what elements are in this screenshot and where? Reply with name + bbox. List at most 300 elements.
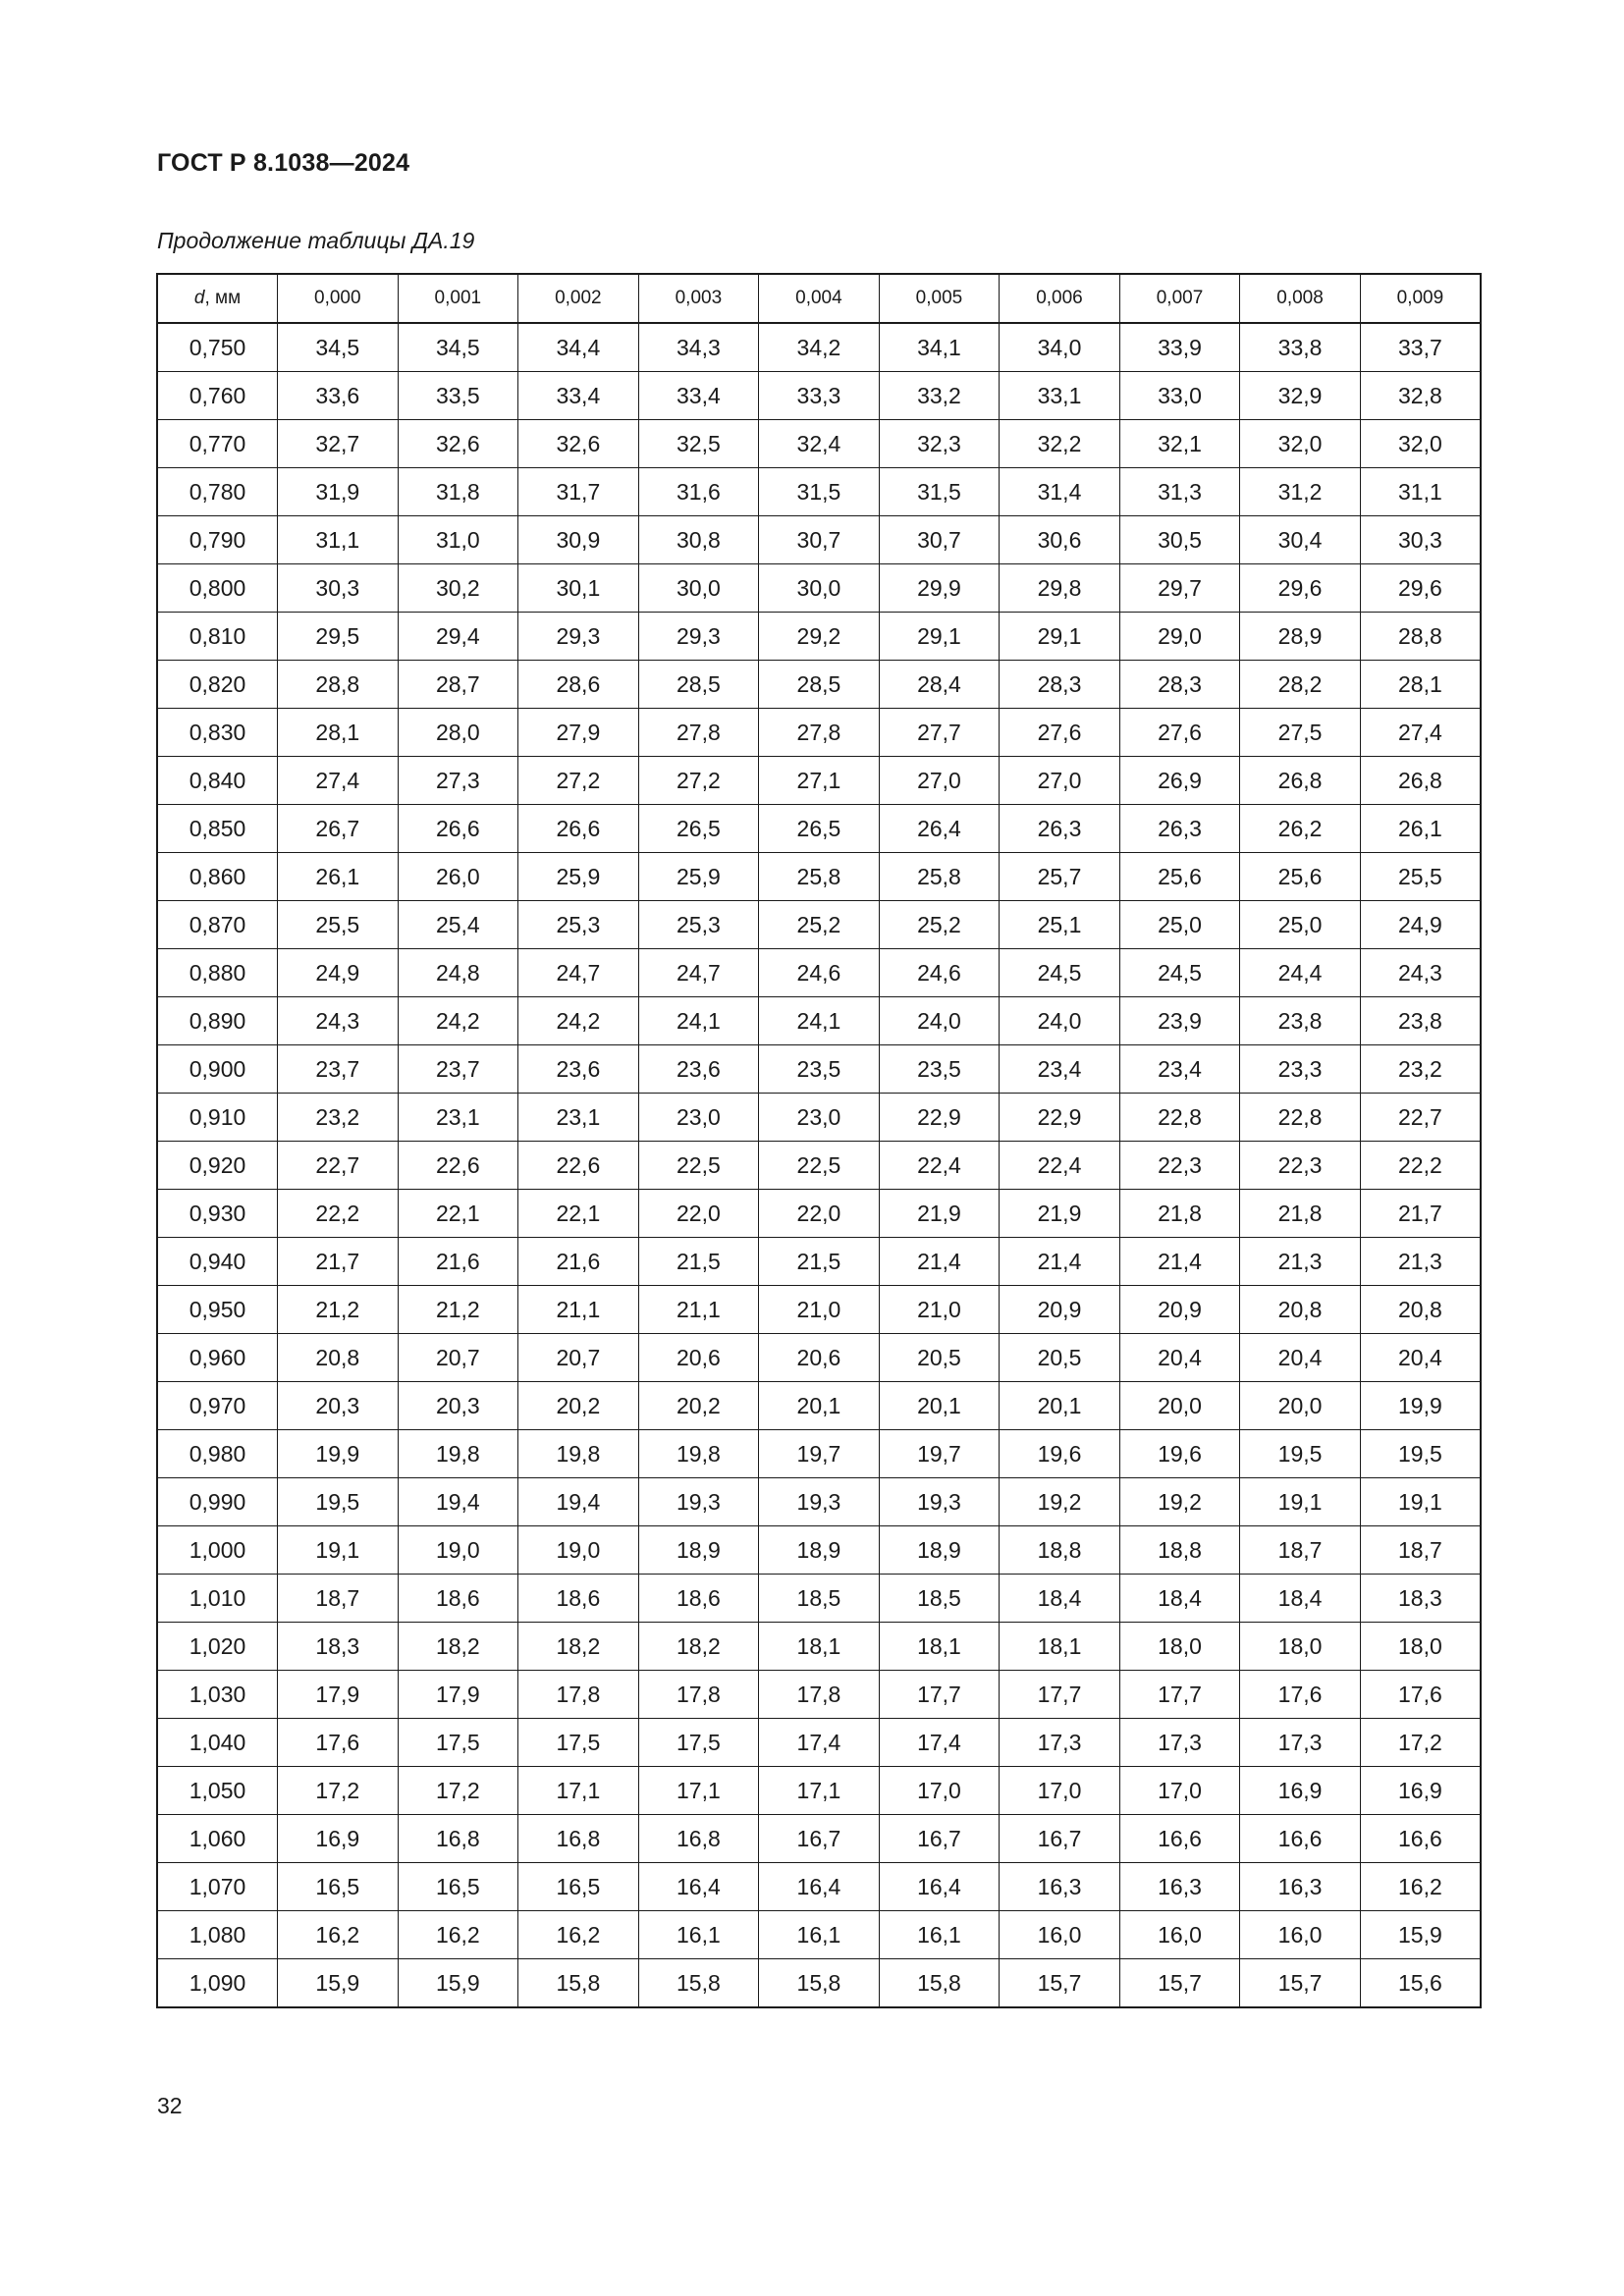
column-header: 0,002	[518, 274, 639, 323]
table-cell: 32,2	[1000, 420, 1120, 468]
table-cell: 32,8	[1360, 372, 1481, 420]
table-cell: 19,4	[518, 1478, 639, 1526]
table-cell: 21,7	[278, 1238, 399, 1286]
table-cell: 18,3	[1360, 1575, 1481, 1623]
table-cell: 19,8	[398, 1430, 518, 1478]
table-cell: 21,3	[1240, 1238, 1361, 1286]
table-cell: 25,4	[398, 901, 518, 949]
table-cell: 16,6	[1360, 1815, 1481, 1863]
table-cell: 22,7	[1360, 1094, 1481, 1142]
table-cell: 22,2	[1360, 1142, 1481, 1190]
table-cell: 26,4	[879, 805, 1000, 853]
table-cell: 16,5	[398, 1863, 518, 1911]
table-cell: 15,9	[398, 1959, 518, 2008]
column-header: 0,000	[278, 274, 399, 323]
table-cell: 24,1	[759, 997, 880, 1045]
table-cell: 24,1	[638, 997, 759, 1045]
table-cell: 31,3	[1119, 468, 1240, 516]
table-row	[157, 1478, 1481, 1526]
table-cell: 23,4	[1119, 1045, 1240, 1094]
table-cell: 27,6	[1119, 709, 1240, 757]
table-cell: 34,1	[879, 323, 1000, 372]
table-cell: 33,8	[1240, 323, 1361, 372]
row-d-value: 0,870	[157, 901, 278, 949]
table-cell: 30,4	[1240, 516, 1361, 564]
row-d-value: 0,990	[157, 1478, 278, 1526]
table-cell: 21,7	[1360, 1190, 1481, 1238]
table-cell: 27,1	[759, 757, 880, 805]
table-cell: 25,2	[759, 901, 880, 949]
table-row	[157, 1190, 1481, 1238]
table-cell: 16,8	[638, 1815, 759, 1863]
table-cell: 16,1	[759, 1911, 880, 1959]
table-row	[157, 1238, 1481, 1286]
table-cell: 29,0	[1119, 613, 1240, 661]
column-header: 0,004	[759, 274, 880, 323]
row-d-value: 1,030	[157, 1671, 278, 1719]
table-cell: 20,3	[278, 1382, 399, 1430]
table-cell: 18,1	[879, 1623, 1000, 1671]
table-cell: 16,0	[1000, 1911, 1120, 1959]
table-cell: 16,5	[518, 1863, 639, 1911]
table-cell: 30,7	[759, 516, 880, 564]
table-cell: 29,9	[879, 564, 1000, 613]
row-d-value: 0,840	[157, 757, 278, 805]
table-cell: 15,6	[1360, 1959, 1481, 2008]
table-cell: 18,7	[278, 1575, 399, 1623]
table-cell: 19,5	[1360, 1430, 1481, 1478]
table-cell: 16,3	[1240, 1863, 1361, 1911]
table-cell: 19,4	[398, 1478, 518, 1526]
table-row	[157, 1911, 1481, 1959]
table-cell: 24,8	[398, 949, 518, 997]
table-cell: 20,7	[518, 1334, 639, 1382]
table-cell: 17,1	[638, 1767, 759, 1815]
table-cell: 30,6	[1000, 516, 1120, 564]
table-cell: 29,6	[1360, 564, 1481, 613]
table-cell: 32,6	[518, 420, 639, 468]
table-cell: 22,9	[1000, 1094, 1120, 1142]
table-cell: 15,8	[638, 1959, 759, 2008]
table-cell: 19,2	[1000, 1478, 1120, 1526]
table-cell: 28,6	[518, 661, 639, 709]
table-row	[157, 372, 1481, 420]
table-cell: 17,3	[1240, 1719, 1361, 1767]
table-cell: 32,0	[1240, 420, 1361, 468]
table-cell: 25,9	[518, 853, 639, 901]
row-d-value: 0,790	[157, 516, 278, 564]
table-cell: 33,7	[1360, 323, 1481, 372]
table-cell: 20,1	[759, 1382, 880, 1430]
row-d-value: 0,880	[157, 949, 278, 997]
table-cell: 27,2	[518, 757, 639, 805]
table-cell: 17,4	[759, 1719, 880, 1767]
table-cell: 22,3	[1119, 1142, 1240, 1190]
table-cell: 16,7	[1000, 1815, 1120, 1863]
standard-title: ГОСТ Р 8.1038—2024	[157, 149, 410, 177]
table-cell: 22,8	[1240, 1094, 1361, 1142]
table-cell: 30,3	[278, 564, 399, 613]
table-cell: 19,6	[1119, 1430, 1240, 1478]
table-row	[157, 1719, 1481, 1767]
table-cell: 33,0	[1119, 372, 1240, 420]
table-cell: 33,4	[518, 372, 639, 420]
table-cell: 18,9	[759, 1526, 880, 1575]
table-cell: 28,1	[1360, 661, 1481, 709]
table-cell: 31,8	[398, 468, 518, 516]
table-cell: 27,4	[278, 757, 399, 805]
table-cell: 27,6	[1000, 709, 1120, 757]
table-cell: 26,2	[1240, 805, 1361, 853]
table-cell: 17,0	[1000, 1767, 1120, 1815]
table-cell: 18,0	[1119, 1623, 1240, 1671]
column-header: 0,005	[879, 274, 1000, 323]
table-cell: 17,4	[879, 1719, 1000, 1767]
row-d-value: 0,850	[157, 805, 278, 853]
table-cell: 34,5	[398, 323, 518, 372]
table-cell: 21,1	[518, 1286, 639, 1334]
table-cell: 16,6	[1119, 1815, 1240, 1863]
table-cell: 20,4	[1360, 1334, 1481, 1382]
table-cell: 18,5	[879, 1575, 1000, 1623]
table-row	[157, 805, 1481, 853]
row-d-value: 0,750	[157, 323, 278, 372]
table-cell: 26,9	[1119, 757, 1240, 805]
table-cell: 20,5	[879, 1334, 1000, 1382]
table-cell: 25,9	[638, 853, 759, 901]
table-cell: 17,1	[759, 1767, 880, 1815]
row-d-value: 0,920	[157, 1142, 278, 1190]
table-cell: 18,1	[1000, 1623, 1120, 1671]
table-cell: 17,9	[278, 1671, 399, 1719]
table-cell: 25,3	[638, 901, 759, 949]
row-d-value: 0,930	[157, 1190, 278, 1238]
table-cell: 16,7	[879, 1815, 1000, 1863]
table-cell: 28,1	[278, 709, 399, 757]
table-row	[157, 1815, 1481, 1863]
row-d-value: 0,830	[157, 709, 278, 757]
table-cell: 25,3	[518, 901, 639, 949]
table-cell: 28,0	[398, 709, 518, 757]
table-cell: 19,3	[638, 1478, 759, 1526]
table-cell: 23,4	[1000, 1045, 1120, 1094]
column-header: 0,006	[1000, 274, 1120, 323]
table-cell: 27,2	[638, 757, 759, 805]
table-cell: 18,6	[518, 1575, 639, 1623]
table-cell: 29,1	[1000, 613, 1120, 661]
table-cell: 19,8	[518, 1430, 639, 1478]
table-cell: 30,9	[518, 516, 639, 564]
table-cell: 21,2	[278, 1286, 399, 1334]
table-row	[157, 1045, 1481, 1094]
table-cell: 22,6	[518, 1142, 639, 1190]
table-cell: 21,3	[1360, 1238, 1481, 1286]
table-cell: 21,4	[879, 1238, 1000, 1286]
table-cell: 20,6	[759, 1334, 880, 1382]
header-d-unit: , мм	[204, 288, 242, 308]
row-d-value: 0,940	[157, 1238, 278, 1286]
table-cell: 33,5	[398, 372, 518, 420]
table-cell: 28,3	[1000, 661, 1120, 709]
table-cell: 26,6	[398, 805, 518, 853]
column-header: 0,007	[1119, 274, 1240, 323]
row-d-value: 1,080	[157, 1911, 278, 1959]
table-cell: 16,3	[1000, 1863, 1120, 1911]
table-cell: 26,1	[278, 853, 399, 901]
table-cell: 22,6	[398, 1142, 518, 1190]
table-cell: 24,7	[518, 949, 639, 997]
table-cell: 30,7	[879, 516, 1000, 564]
table-cell: 24,2	[398, 997, 518, 1045]
table-cell: 17,6	[1240, 1671, 1361, 1719]
table-cell: 25,6	[1119, 853, 1240, 901]
table-cell: 26,8	[1240, 757, 1361, 805]
table-cell: 17,6	[1360, 1671, 1481, 1719]
table-cell: 21,0	[879, 1286, 1000, 1334]
table-cell: 24,7	[638, 949, 759, 997]
row-d-value: 0,960	[157, 1334, 278, 1382]
row-d-value: 0,910	[157, 1094, 278, 1142]
table-cell: 15,8	[518, 1959, 639, 2008]
table-cell: 27,8	[638, 709, 759, 757]
table-cell: 29,2	[759, 613, 880, 661]
table-cell: 18,7	[1360, 1526, 1481, 1575]
table-cell: 32,0	[1360, 420, 1481, 468]
table-cell: 21,8	[1119, 1190, 1240, 1238]
table-cell: 17,5	[638, 1719, 759, 1767]
table-cell: 15,8	[879, 1959, 1000, 2008]
table-cell: 23,2	[278, 1094, 399, 1142]
table-cell: 23,9	[1119, 997, 1240, 1045]
table-cell: 16,6	[1240, 1815, 1361, 1863]
table-cell: 16,4	[879, 1863, 1000, 1911]
table-cell: 18,4	[1119, 1575, 1240, 1623]
table-cell: 20,1	[1000, 1382, 1120, 1430]
table-cell: 28,2	[1240, 661, 1361, 709]
table-cell: 17,7	[1119, 1671, 1240, 1719]
table-cell: 21,4	[1119, 1238, 1240, 1286]
table-cell: 22,3	[1240, 1142, 1361, 1190]
table-cell: 26,3	[1119, 805, 1240, 853]
table-cell: 19,5	[278, 1478, 399, 1526]
table-cell: 29,8	[1000, 564, 1120, 613]
table-cell: 27,8	[759, 709, 880, 757]
row-d-value: 1,050	[157, 1767, 278, 1815]
table-cell: 17,9	[398, 1671, 518, 1719]
table-cell: 18,9	[879, 1526, 1000, 1575]
table-row	[157, 661, 1481, 709]
table-cell: 23,2	[1360, 1045, 1481, 1094]
table-cell: 25,8	[759, 853, 880, 901]
table-cell: 16,2	[1360, 1863, 1481, 1911]
table-cell: 18,0	[1360, 1623, 1481, 1671]
table-cell: 21,9	[879, 1190, 1000, 1238]
table-cell: 16,3	[1119, 1863, 1240, 1911]
table-row	[157, 709, 1481, 757]
table-cell: 25,2	[879, 901, 1000, 949]
table-cell: 29,1	[879, 613, 1000, 661]
table-cell: 29,6	[1240, 564, 1361, 613]
table-cell: 20,2	[518, 1382, 639, 1430]
table-cell: 34,0	[1000, 323, 1120, 372]
column-header: 0,008	[1240, 274, 1361, 323]
table-cell: 17,0	[879, 1767, 1000, 1815]
row-d-value: 1,000	[157, 1526, 278, 1575]
table-cell: 17,8	[638, 1671, 759, 1719]
table-cell: 24,3	[278, 997, 399, 1045]
table-cell: 22,5	[638, 1142, 759, 1190]
table-cell: 23,6	[638, 1045, 759, 1094]
table-cell: 32,5	[638, 420, 759, 468]
table-cell: 17,2	[398, 1767, 518, 1815]
table-cell: 19,1	[278, 1526, 399, 1575]
row-d-value: 1,060	[157, 1815, 278, 1863]
table-cell: 23,1	[398, 1094, 518, 1142]
table-cell: 26,6	[518, 805, 639, 853]
table-cell: 28,8	[278, 661, 399, 709]
table-row	[157, 613, 1481, 661]
table-cell: 28,3	[1119, 661, 1240, 709]
row-d-value: 0,950	[157, 1286, 278, 1334]
table-cell: 34,3	[638, 323, 759, 372]
table-cell: 15,9	[1360, 1911, 1481, 1959]
table-cell: 30,0	[638, 564, 759, 613]
table-cell: 18,8	[1000, 1526, 1120, 1575]
table-cell: 23,8	[1240, 997, 1361, 1045]
table-cell: 31,1	[1360, 468, 1481, 516]
column-header: 0,009	[1360, 274, 1481, 323]
table-cell: 19,3	[759, 1478, 880, 1526]
table-cell: 31,1	[278, 516, 399, 564]
table-cell: 22,0	[759, 1190, 880, 1238]
table-cell: 19,0	[518, 1526, 639, 1575]
table-cell: 28,4	[879, 661, 1000, 709]
table-cell: 16,0	[1240, 1911, 1361, 1959]
table-cell: 31,5	[879, 468, 1000, 516]
table-row	[157, 1526, 1481, 1575]
table-cell: 26,7	[278, 805, 399, 853]
table-cell: 29,7	[1119, 564, 1240, 613]
row-d-value: 0,770	[157, 420, 278, 468]
table-row	[157, 1623, 1481, 1671]
header-row	[157, 274, 1481, 323]
row-d-value: 1,040	[157, 1719, 278, 1767]
table-cell: 21,8	[1240, 1190, 1361, 1238]
table-cell: 19,1	[1360, 1478, 1481, 1526]
table-cell: 27,0	[1000, 757, 1120, 805]
table-row	[157, 757, 1481, 805]
table-cell: 20,9	[1000, 1286, 1120, 1334]
table-row	[157, 853, 1481, 901]
table-cell: 20,7	[398, 1334, 518, 1382]
table-cell: 17,7	[1000, 1671, 1120, 1719]
table-cell: 15,7	[1000, 1959, 1120, 2008]
table-cell: 21,4	[1000, 1238, 1120, 1286]
table-row	[157, 516, 1481, 564]
table-cell: 20,3	[398, 1382, 518, 1430]
table-cell: 30,1	[518, 564, 639, 613]
table-cell: 24,5	[1119, 949, 1240, 997]
table-cell: 32,9	[1240, 372, 1361, 420]
table-cell: 33,6	[278, 372, 399, 420]
table-cell: 18,9	[638, 1526, 759, 1575]
table-cell: 33,2	[879, 372, 1000, 420]
table-row	[157, 1334, 1481, 1382]
table-cell: 18,2	[518, 1623, 639, 1671]
table-cell: 22,5	[759, 1142, 880, 1190]
table-cell: 18,3	[278, 1623, 399, 1671]
table-row	[157, 1094, 1481, 1142]
table-cell: 23,5	[879, 1045, 1000, 1094]
table-cell: 17,3	[1119, 1719, 1240, 1767]
table-cell: 33,4	[638, 372, 759, 420]
table-cell: 23,5	[759, 1045, 880, 1094]
table-row	[157, 901, 1481, 949]
table-row	[157, 1430, 1481, 1478]
table-cell: 27,7	[879, 709, 1000, 757]
table-cell: 15,7	[1240, 1959, 1361, 2008]
table-cell: 20,0	[1119, 1382, 1240, 1430]
table-header	[157, 274, 1481, 323]
header-d-variable: d	[193, 288, 205, 308]
table-cell: 27,3	[398, 757, 518, 805]
table-row	[157, 564, 1481, 613]
table-cell: 31,6	[638, 468, 759, 516]
table-row	[157, 1382, 1481, 1430]
row-d-value: 0,890	[157, 997, 278, 1045]
row-d-value: 0,760	[157, 372, 278, 420]
table-cell: 17,5	[398, 1719, 518, 1767]
table-cell: 22,4	[1000, 1142, 1120, 1190]
table-cell: 21,2	[398, 1286, 518, 1334]
table-cell: 25,0	[1119, 901, 1240, 949]
table-cell: 30,8	[638, 516, 759, 564]
table-cell: 30,2	[398, 564, 518, 613]
table-cell: 31,0	[398, 516, 518, 564]
table-cell: 20,4	[1119, 1334, 1240, 1382]
table-cell: 20,2	[638, 1382, 759, 1430]
table-cell: 25,8	[879, 853, 1000, 901]
table-cell: 19,9	[278, 1430, 399, 1478]
table-cell: 24,5	[1000, 949, 1120, 997]
row-d-value: 0,970	[157, 1382, 278, 1430]
table-cell: 18,4	[1000, 1575, 1120, 1623]
table-cell: 26,0	[398, 853, 518, 901]
table-cell: 20,8	[1360, 1286, 1481, 1334]
table-cell: 19,3	[879, 1478, 1000, 1526]
table-cell: 33,1	[1000, 372, 1120, 420]
table-cell: 17,8	[518, 1671, 639, 1719]
table-cell: 18,6	[638, 1575, 759, 1623]
table-cell: 23,3	[1240, 1045, 1361, 1094]
table-cell: 18,5	[759, 1575, 880, 1623]
row-d-value: 1,010	[157, 1575, 278, 1623]
table-cell: 25,5	[278, 901, 399, 949]
row-d-value: 0,980	[157, 1430, 278, 1478]
table-cell: 22,0	[638, 1190, 759, 1238]
table-cell: 24,0	[1000, 997, 1120, 1045]
page-number: 32	[157, 2093, 183, 2118]
table-cell: 28,9	[1240, 613, 1361, 661]
table-cell: 33,3	[759, 372, 880, 420]
table-cell: 19,9	[1360, 1382, 1481, 1430]
table-cell: 21,6	[518, 1238, 639, 1286]
table-cell: 32,1	[1119, 420, 1240, 468]
table-cell: 24,2	[518, 997, 639, 1045]
table-cell: 33,9	[1119, 323, 1240, 372]
table-cell: 15,9	[278, 1959, 399, 2008]
table-cell: 24,4	[1240, 949, 1361, 997]
